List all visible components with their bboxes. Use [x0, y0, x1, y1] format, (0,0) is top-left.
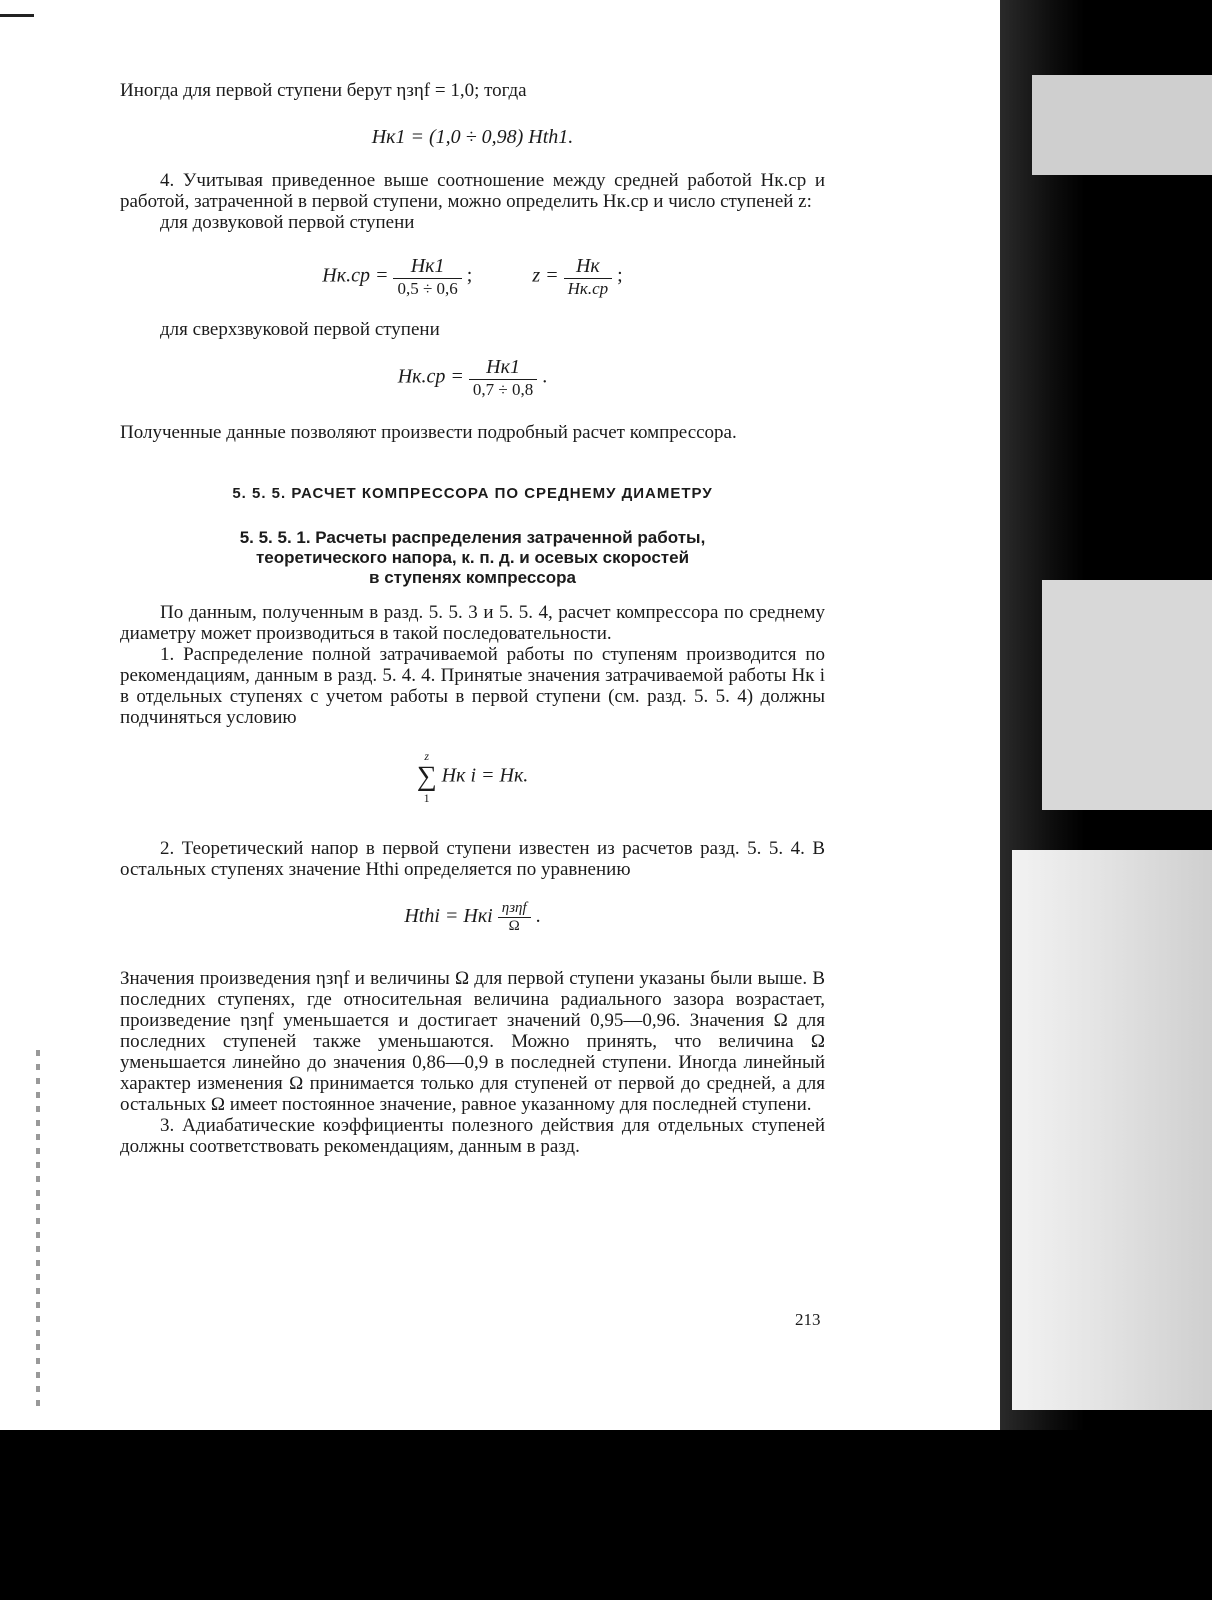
paragraph-values: Значения произведения ηзηf и величины Ω для первой ступени указаны были выше. В последних ступенях, где относительная величина радиального зазора возрастает, произведение ηзηf уменьшается и достигает значений 0,95—0,96. Значения Ω для последних ступеней также уменьшаются. Можно принять, что величина Ω уменьшается линейно до значения 0,86—0,9 в последней ступени. Иногда линейный характер изменения Ω принимается только для ступеней от первой до средней, а для остальных Ω имеет постоянное значение, равное указанному для последней ступени.: [120, 968, 825, 1115]
formula-hthi: [120, 900, 825, 954]
subsection-title-line: в ступенях компрессора: [369, 568, 576, 587]
fraction: [564, 255, 613, 299]
scan-light-band: [1042, 580, 1212, 810]
sum-body: Hк i = Hк.: [441, 764, 529, 787]
book-page: [120, 80, 825, 1157]
sigma-icon: ∑: [416, 761, 437, 792]
subsection-title-line: теоретического напора, к. п. д. и осевых скоростей: [255, 548, 690, 567]
sum-upper-limit: z: [424, 749, 429, 763]
formula-hk1: Hк1 = (1,0 ÷ 0,98) Hth1.: [371, 126, 574, 148]
scan-tick: [0, 14, 34, 17]
supersonic-label: для сверхзвуковой первой ступени: [160, 319, 440, 340]
fraction: [469, 356, 537, 400]
formula-supersonic: [120, 356, 825, 400]
subsonic-label: для дозвуковой первой ступени: [160, 212, 415, 233]
paragraph-4: 4. Учитывая приведенное выше соотношение между средней работой Hк.ср и работой, затраченной в первой ступени, можно определить Hк.ср и число ступеней z:: [120, 170, 825, 212]
fraction: [393, 255, 461, 299]
formula-z-lhs: z =: [532, 264, 559, 287]
fraction: [498, 900, 531, 935]
subsection-title: [120, 528, 825, 588]
formula-sum: [120, 748, 825, 818]
formula-hthi-lhs: Hthi = Hкi: [404, 905, 493, 928]
sum-symbol: [417, 748, 437, 806]
formula-end: ;: [617, 264, 623, 287]
subsection-title-line: 5. 5. 5. 1. Расчеты распределения затраченной работы,: [239, 528, 706, 547]
page-number: 213: [795, 1310, 821, 1329]
scan-light-band: [1032, 75, 1212, 175]
formula-end: .: [535, 905, 541, 928]
formula-supersonic-lhs: Hк.ср =: [397, 365, 464, 388]
formula-separator: ;: [466, 264, 473, 287]
sum-lower-limit: 1: [423, 791, 430, 805]
intro-line: Иногда для первой ступени берут ηзηf = 1,0; тогда: [120, 80, 527, 101]
fraction-numerator: Hк1: [469, 356, 537, 380]
formula-end: .: [542, 365, 548, 388]
paragraph-1: 1. Распределение полной затрачиваемой работы по ступеням производится по рекомендациям, данным в разд. 5. 4. 4. Принятые значения затрачиваемой работы Hк i в отдельных ступенях с учетом работы в первой ступени (см. разд. 5. 5. 4) должны подчиняться условию: [120, 644, 825, 728]
paragraph-data: По данным, полученным в разд. 5. 5. 3 и 5. 5. 4, расчет компрессора по среднему диаметру может производиться в такой последовательности.: [120, 602, 825, 644]
paragraph-2: 2. Теоретический напор в первой ступени известен из расчетов разд. 5. 5. 4. В остальных ступенях значение Hthi определяется по уравнению: [120, 838, 825, 880]
scan-left-edge: [36, 1050, 40, 1410]
fraction-denominator: 0,5 ÷ 0,6: [397, 279, 458, 298]
formula-subsonic-lhs: Hк.ср =: [322, 264, 389, 287]
fraction-denominator: Hк.ср: [567, 279, 609, 298]
section-title: 5. 5. 5. РАСЧЕТ КОМПРЕССОРА ПО СРЕДНЕМУ ДИАМЕТРУ: [232, 485, 713, 502]
formula-subsonic: [120, 255, 825, 299]
scan-gray-band: [1012, 850, 1212, 1410]
fraction-numerator: Hк: [564, 255, 613, 279]
fraction-numerator: ηзηf: [498, 900, 531, 918]
fraction-numerator: Hк1: [393, 255, 461, 279]
paragraph-obtained: Полученные данные позволяют произвести подробный расчет компрессора.: [120, 422, 737, 443]
scan-black-bottom-edge: [0, 1430, 1212, 1600]
paragraph-3: 3. Адиабатические коэффициенты полезного действия для отдельных ступеней должны соответствовать рекомендациям, данным в разд.: [120, 1115, 825, 1157]
fraction-denominator: 0,7 ÷ 0,8: [472, 380, 534, 399]
fraction-denominator: Ω: [508, 918, 520, 934]
